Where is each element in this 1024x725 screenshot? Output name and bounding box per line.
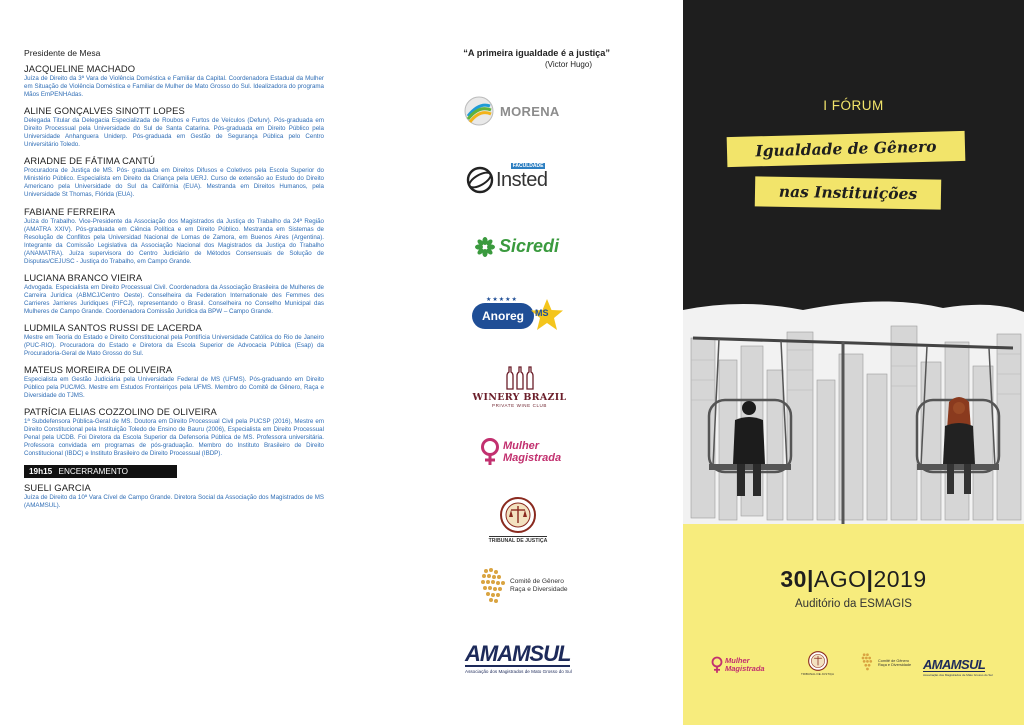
mulher-text: Mulher <box>503 440 540 452</box>
comite-text-1: Comitê de Gênero <box>510 578 564 585</box>
speaker-block <box>24 406 324 458</box>
date-year: 2019 <box>873 566 927 592</box>
speaker-name: SUELI GARCIA <box>24 481 91 493</box>
cover-dark-area <box>683 0 1024 524</box>
speaker-bio: Delegada Titular da Delegacia Especializada de Roubos e Furtos de Veículos (Defurv). Pós-graduada em Direito Processual pela Universidade do Sul de Santa Catarina. Pós-graduada em Direito Público pela Universidade Anhanguera Uniderp. Pós-graduada em Gestão de Segurança Pública pelo Centro Universitário Toledo. <box>24 117 324 149</box>
amamsul-text: AMAMSUL <box>465 641 571 666</box>
speaker-block <box>24 206 324 266</box>
mini-amamsul-logo <box>923 658 993 677</box>
quote-text: “A primeira igualdade é a justiça” <box>463 48 610 58</box>
title-stripe-1: Igualdade de Gênero <box>727 131 966 167</box>
sponsors-column <box>415 48 610 69</box>
insted-logo <box>466 162 548 194</box>
tribunal-logo <box>488 496 548 544</box>
speaker-name: ALINE GONÇALVES SINOTT LOPES <box>24 105 185 117</box>
speaker-bio: Especialista em Gestão Judiciária pela Universidade Federal de MS (UFMS). Pós-graduando em Direito Público pela PUC/MG. Mestre em Estudos Fronteiriços pela UFMS. Membro do Comitê de Gênero, Raça e Diversidade do TJMS. <box>24 376 324 400</box>
cover-yellow-area <box>683 524 1024 725</box>
sicredi-text: Sicredi <box>499 236 560 256</box>
mini-comite-logo <box>859 652 911 674</box>
insted-text: Insted <box>496 168 548 191</box>
tribunal-seal-icon <box>807 650 829 672</box>
sicredi-icon <box>475 237 495 257</box>
anoreg-stars: ★★★★★ <box>486 297 518 303</box>
speaker-bio: Procuradora de Justiça de MS. Pós- graduada em Direitos Difusos e Coletivos pela Escola Superior do Ministério Público. Especialista em Direito da Criança pela UERJ. Curso de extensão ao Estudo do Direito Americano pela Universidade do Sul da Califórnia (EUA). Mestranda em Direitos Humanos, pela Universidade St Thomas, Flórida (EUA). <box>24 167 324 199</box>
speaker-name: FABIANE FERREIRA <box>24 205 116 217</box>
speaker-name: PATRÍCIA ELIAS COZZOLINO DE OLIVEIRA <box>24 406 217 418</box>
morena-icon <box>464 96 494 126</box>
speaker-bio: Juíza de Direito da 3ª Vara de Violência Doméstica e Familiar da Capital. Coordenadora Estadual da Mulher em Situação de Violência Doméstica e Familiar de Mulher de Mato Grosso do Sul. Idealizadora do programa Mãos EmPENHAdas. <box>24 75 324 99</box>
comite-text-2: Raça e Diversidade <box>510 586 568 593</box>
insted-icon <box>466 166 494 194</box>
speaker-name: ARIADNE DE FÁTIMA CANTÚ <box>24 155 155 167</box>
tribunal-text: TRIBUNAL DE JUSTIÇA <box>488 538 548 544</box>
date-day: 30 <box>780 566 807 592</box>
mini-tribunal-logo <box>801 650 834 676</box>
speaker-bio: Advogada. Especialista em Direito Processual Civil. Coordenadora da Associação Brasileira de Mulheres de Carreira Jurídica (ABMCJ/Centro Oeste). Conselheira da Federation Internationale des Femmes des Carrieres Jarrieres Juridiques (FIFCJ), representando o Brasil. Conselheira no Conselho Municipal das Mulheres de Campo Grande. Coordenadora Comissão Jurídica da BPW – Campo Grande. <box>24 283 324 315</box>
speaker-block <box>24 272 324 316</box>
comite-logo <box>478 566 568 606</box>
event-date: 30|AGO|2019 <box>780 566 927 592</box>
speaker-block <box>24 322 324 358</box>
wine-bottles-icon <box>502 366 538 390</box>
sicredi-logo <box>475 236 559 257</box>
mini-amamsul-subtext: Associação dos Magistrados de Mato Grosso do Sul <box>923 673 993 677</box>
closing-time: 19h15 <box>29 466 53 476</box>
role-label: Presidente de Mesa <box>24 48 101 58</box>
quote-author: (Victor Hugo) <box>545 60 592 69</box>
speaker-block <box>24 364 324 400</box>
speaker-block <box>24 482 324 510</box>
tribunal-seal-icon <box>498 496 538 534</box>
female-symbol-icon <box>480 438 500 466</box>
amamsul-subtext: Associação dos Magistrados de Mato Grosso do Sul <box>465 669 572 674</box>
anoreg-logo <box>472 296 567 336</box>
mini-comite-text-2: Raça e Diversidade <box>878 663 912 667</box>
speaker-block <box>24 105 324 149</box>
mini-amamsul-text: AMAMSUL <box>923 657 986 672</box>
closing-label: ENCERRAMENTO <box>58 466 128 476</box>
speaker-block <box>24 63 324 99</box>
speaker-bio: Juíza do Trabalho. Vice-Presidente da Associação dos Magistrados da Justiça do Trabalho da 24ª Região (AMATRA XXIV). Pós-graduada em Ciência Política e em Direito Público. Mestranda em Sistemas de Resolução de Conflitos pela Universidad Nacional de Lomas de Zamora, em Buenos Aires (Argentina). Integrante da Comissão Legislativa da Associação Nacional dos Magistrados da Justiça do Trabalho (ANAMATRA). Juíza supervisora do Centro Judiciário de Métodos Consensuais de Solução de Disputas/CEJUSC - Justiça do Trabalho, em Campo Grande. <box>24 217 324 265</box>
date-month: AGO <box>813 566 867 592</box>
speaker-name: MATEUS MOREIRA DE OLIVEIRA <box>24 364 173 376</box>
insted-tag: FACULDADE <box>512 162 544 169</box>
speaker-name: LUCIANA BRANCO VIEIRA <box>24 271 143 283</box>
morena-logo <box>464 96 560 126</box>
closing-session-bar <box>24 465 177 478</box>
female-symbol-icon <box>711 656 723 674</box>
forum-label: I FÓRUM <box>823 98 884 113</box>
mato-grosso-map-icon <box>859 652 877 674</box>
magistrada-text: Magistrada <box>503 452 562 464</box>
mato-grosso-map-icon <box>478 566 508 606</box>
speaker-block <box>24 155 324 199</box>
morena-text: MORENA <box>500 103 560 119</box>
mini-magistrada-text: Magistrada <box>725 664 765 673</box>
mulher-magistrada-logo <box>480 438 561 466</box>
cover-panel <box>683 0 1024 725</box>
mini-tribunal-text: TRIBUNAL DE JUSTIÇA <box>801 672 835 676</box>
anoreg-text: Anoreg <box>472 303 534 329</box>
winery-subtext: PRIVATE WINE CLUB <box>491 403 548 408</box>
speaker-bio: 1ª Subdefensora Pública-Geral de MS. Doutora em Direito Processual Civil pela PUCSP (2016), Mestre em Direito Constitucional pela Instituição Toledo de Ensino de Bauru (2006), Especialista em Direito Processual Penal pela UCDB. Foi Diretora da Escola Superior da Defensoria Pública de MS. Professora universitária. Professora convidada em programas de pós-graduação. Membro do Instituto Brasileiro de Direito Constitucional (IBDC) e Instituto Brasileiro de Direito Processual (IBDP). <box>24 418 324 458</box>
speakers-column <box>24 48 324 516</box>
speaker-bio: Mestre em Teoria do Estado e Direito Constitucional pela Pontifícia Universidade Católica do Rio de Janeiro (PUC-RIO). Procuradora do Estado e Diretora da Escola Superior de Advocacia Pública (Esap) da Procuradoria-Geral de Mato Grosso do Sul. <box>24 333 324 358</box>
city-swings-illustration <box>683 250 1024 524</box>
anoreg-suffix: MS <box>535 308 549 318</box>
speaker-bio: Juíza de Direito da 10ª Vara Cível de Campo Grande. Diretora Social da Associação dos Magistrados de MS (AMAMSUL). <box>24 493 324 509</box>
speaker-name: LUDMILA SANTOS RUSSI DE LACERDA <box>24 321 202 333</box>
winery-text: WINERY BRAZIL <box>472 392 567 403</box>
speaker-name: JACQUELINE MACHADO <box>24 63 136 74</box>
mini-mulher-text: Mulher <box>725 656 750 665</box>
event-place: Auditório da ESMAGIS <box>795 598 912 610</box>
mini-mulher-logo <box>711 656 765 674</box>
winery-logo <box>472 366 567 414</box>
mini-comite-text-1: Comitê de Gênero <box>878 658 910 663</box>
title-stripe-2: nas Instituições <box>755 176 941 209</box>
amamsul-logo <box>465 643 575 674</box>
